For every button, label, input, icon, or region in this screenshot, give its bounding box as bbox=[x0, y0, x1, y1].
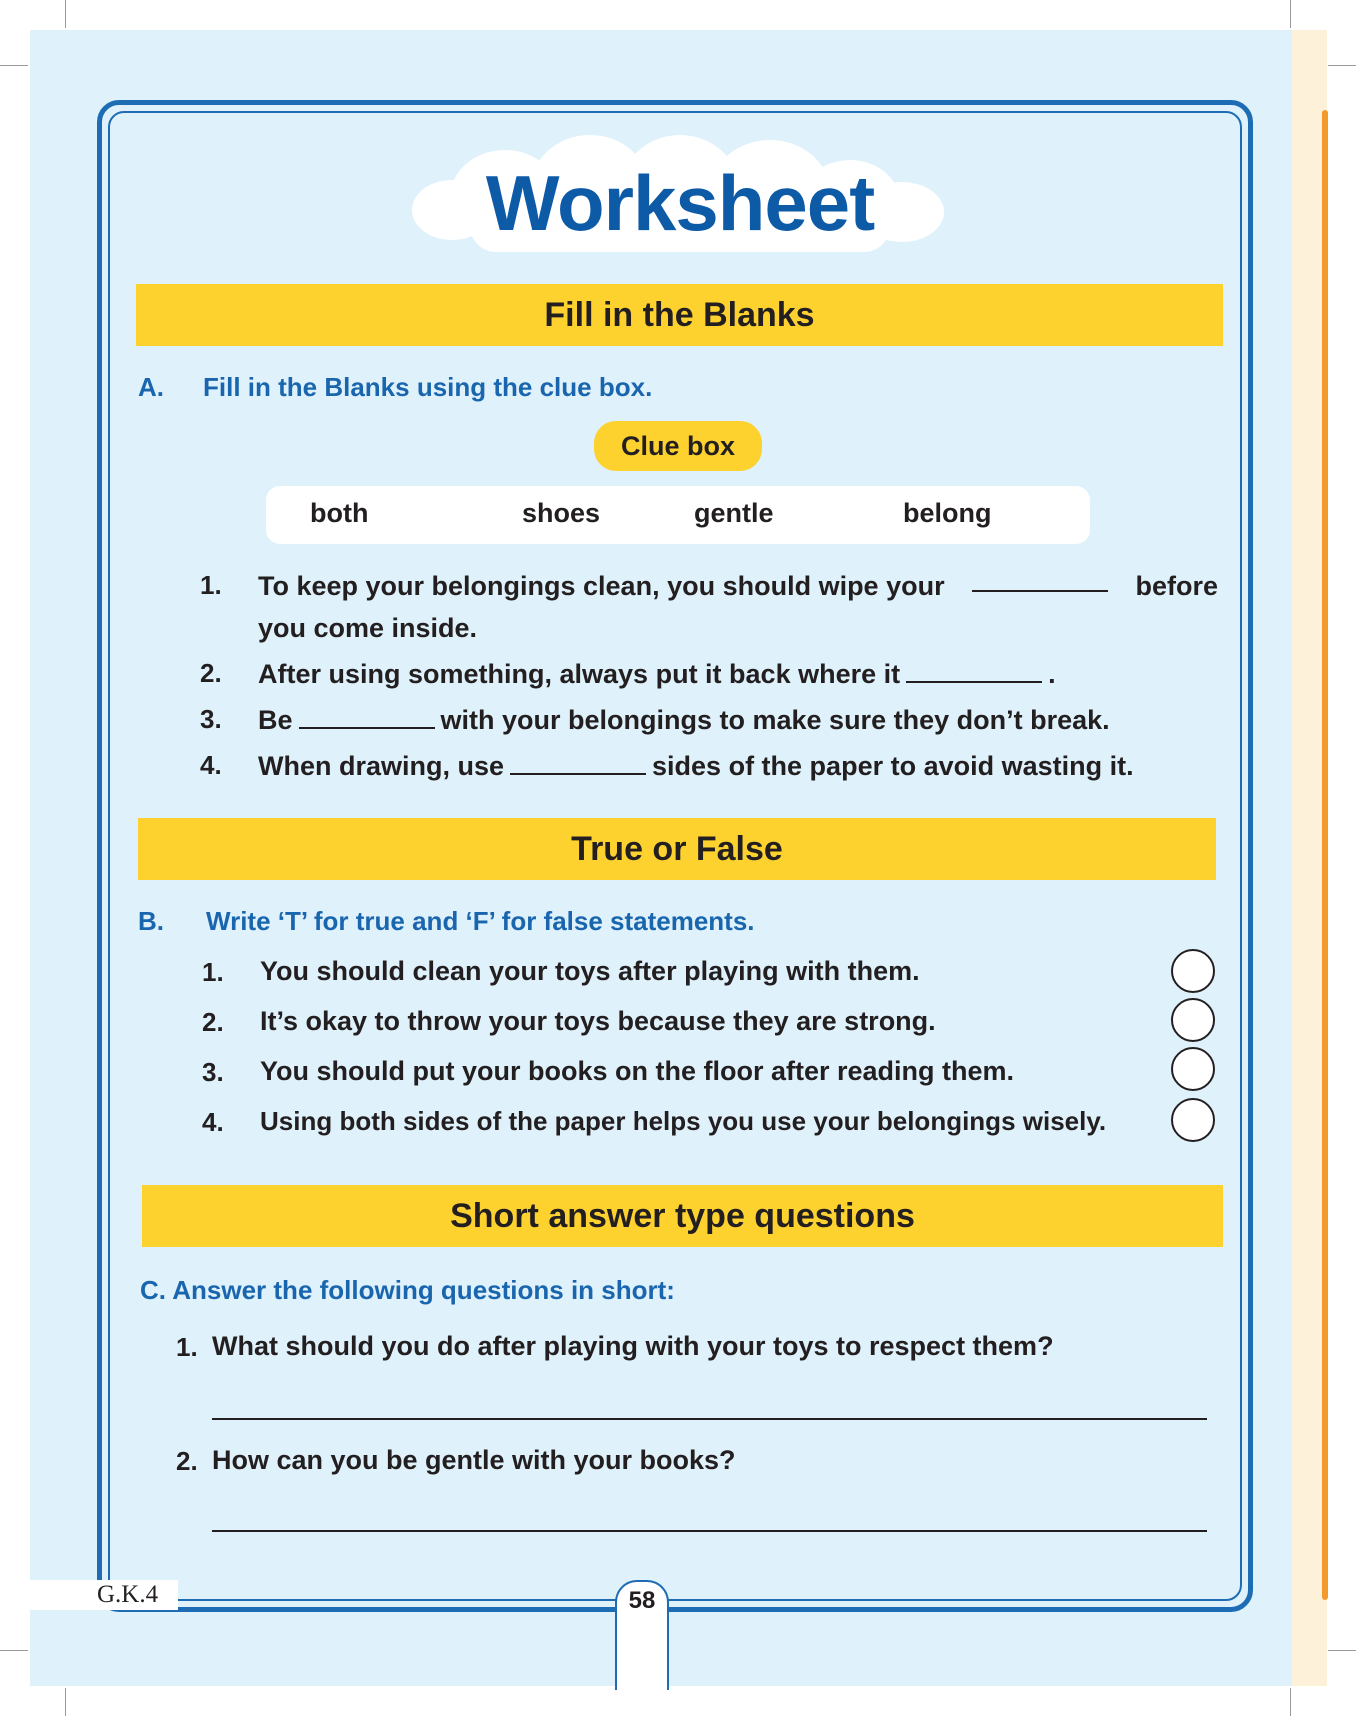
tf-item-number: 1. bbox=[202, 957, 224, 987]
page-title: Worksheet bbox=[485, 159, 875, 247]
clue-word: gentle bbox=[694, 498, 774, 528]
clue-word: both bbox=[310, 498, 369, 528]
answer-blank[interactable] bbox=[299, 703, 435, 729]
fill-question-number: 3. bbox=[200, 704, 222, 734]
fill-question-continuation: you come inside. bbox=[258, 613, 478, 643]
tf-item-number: 4. bbox=[202, 1107, 224, 1137]
fill-question-number: 2. bbox=[200, 658, 222, 688]
short-question-number: 2. bbox=[176, 1446, 198, 1476]
section-c-instruction: C. Answer the following questions in short: bbox=[140, 1275, 675, 1305]
crop-mark bbox=[1328, 65, 1356, 66]
section-b-instruction: Write ‘T’ for true and ‘F’ for false statements. bbox=[206, 906, 755, 936]
fill-question-text: After using something, always put it back where it bbox=[258, 659, 901, 689]
crop-mark bbox=[0, 65, 28, 66]
answer-blank[interactable] bbox=[510, 749, 646, 775]
crop-mark bbox=[65, 1688, 66, 1716]
tf-answer-circle[interactable] bbox=[1171, 1098, 1215, 1142]
tf-item-text: You should put your books on the floor after reading them. bbox=[260, 1056, 1015, 1086]
answer-blank[interactable] bbox=[906, 657, 1042, 683]
short-question-number: 1. bbox=[176, 1332, 198, 1362]
answer-line[interactable] bbox=[212, 1418, 1207, 1420]
clue-word: shoes bbox=[522, 498, 601, 528]
fill-question-text: To keep your belongings clean, you should wipe your bbox=[258, 571, 945, 601]
true-false-heading: True or False bbox=[571, 830, 783, 868]
short-question-text: How can you be gentle with your books? bbox=[212, 1445, 736, 1475]
fill-question-number: 4. bbox=[200, 750, 222, 780]
fill-question bbox=[258, 746, 1134, 786]
short-answer-heading: Short answer type questions bbox=[450, 1197, 915, 1235]
fill-question-text: with your belongings to make sure they don’t break. bbox=[440, 705, 1110, 735]
fill-question-text: sides of the paper to avoid wasting it. bbox=[652, 751, 1134, 781]
crop-mark bbox=[1328, 1650, 1356, 1651]
fill-question bbox=[258, 566, 1218, 606]
tf-answer-circle[interactable] bbox=[1171, 949, 1215, 993]
crop-mark bbox=[0, 1650, 28, 1651]
fill-blanks-heading: Fill in the Blanks bbox=[544, 296, 815, 334]
tf-item-text: It’s okay to throw your toys because they are strong. bbox=[260, 1006, 936, 1036]
footer-rule bbox=[178, 1608, 618, 1610]
tf-answer-circle[interactable] bbox=[1171, 998, 1215, 1042]
crop-mark bbox=[1290, 0, 1291, 28]
fill-question bbox=[258, 654, 1056, 694]
tf-item-text: Using both sides of the paper helps you use your belongings wisely. bbox=[260, 1106, 1107, 1136]
page-number: 58 bbox=[628, 1587, 656, 1614]
short-answer-banner bbox=[142, 1185, 1223, 1247]
clue-word: belong bbox=[903, 498, 992, 528]
fill-question-text: before bbox=[1135, 571, 1218, 601]
tf-item-number: 2. bbox=[202, 1007, 224, 1037]
section-a-instruction: Fill in the Blanks using the clue box. bbox=[203, 372, 653, 402]
section-a-letter: A. bbox=[138, 372, 164, 402]
fill-question-text: Be bbox=[258, 705, 293, 735]
section-b-letter: B. bbox=[138, 906, 164, 936]
tf-item-number: 3. bbox=[202, 1057, 224, 1087]
answer-line[interactable] bbox=[212, 1530, 1207, 1532]
answer-blank[interactable] bbox=[972, 566, 1108, 592]
crop-mark bbox=[1290, 1688, 1291, 1716]
clue-box-label: Clue box bbox=[594, 421, 762, 471]
fill-blanks-banner bbox=[136, 284, 1223, 346]
short-question-text: What should you do after playing with your toys to respect them? bbox=[212, 1331, 1054, 1361]
page-edge-accent bbox=[1322, 110, 1328, 1600]
fill-question-number: 1. bbox=[200, 570, 222, 600]
crop-mark bbox=[65, 0, 66, 28]
fill-question bbox=[258, 700, 1110, 740]
book-code: G.K.4 bbox=[97, 1581, 159, 1608]
fill-question-text: When drawing, use bbox=[258, 751, 505, 781]
tf-item-text: You should clean your toys after playing with them. bbox=[260, 956, 920, 986]
tf-answer-circle[interactable] bbox=[1171, 1047, 1215, 1091]
fill-question-text: . bbox=[1048, 659, 1056, 689]
true-false-banner bbox=[138, 818, 1216, 880]
